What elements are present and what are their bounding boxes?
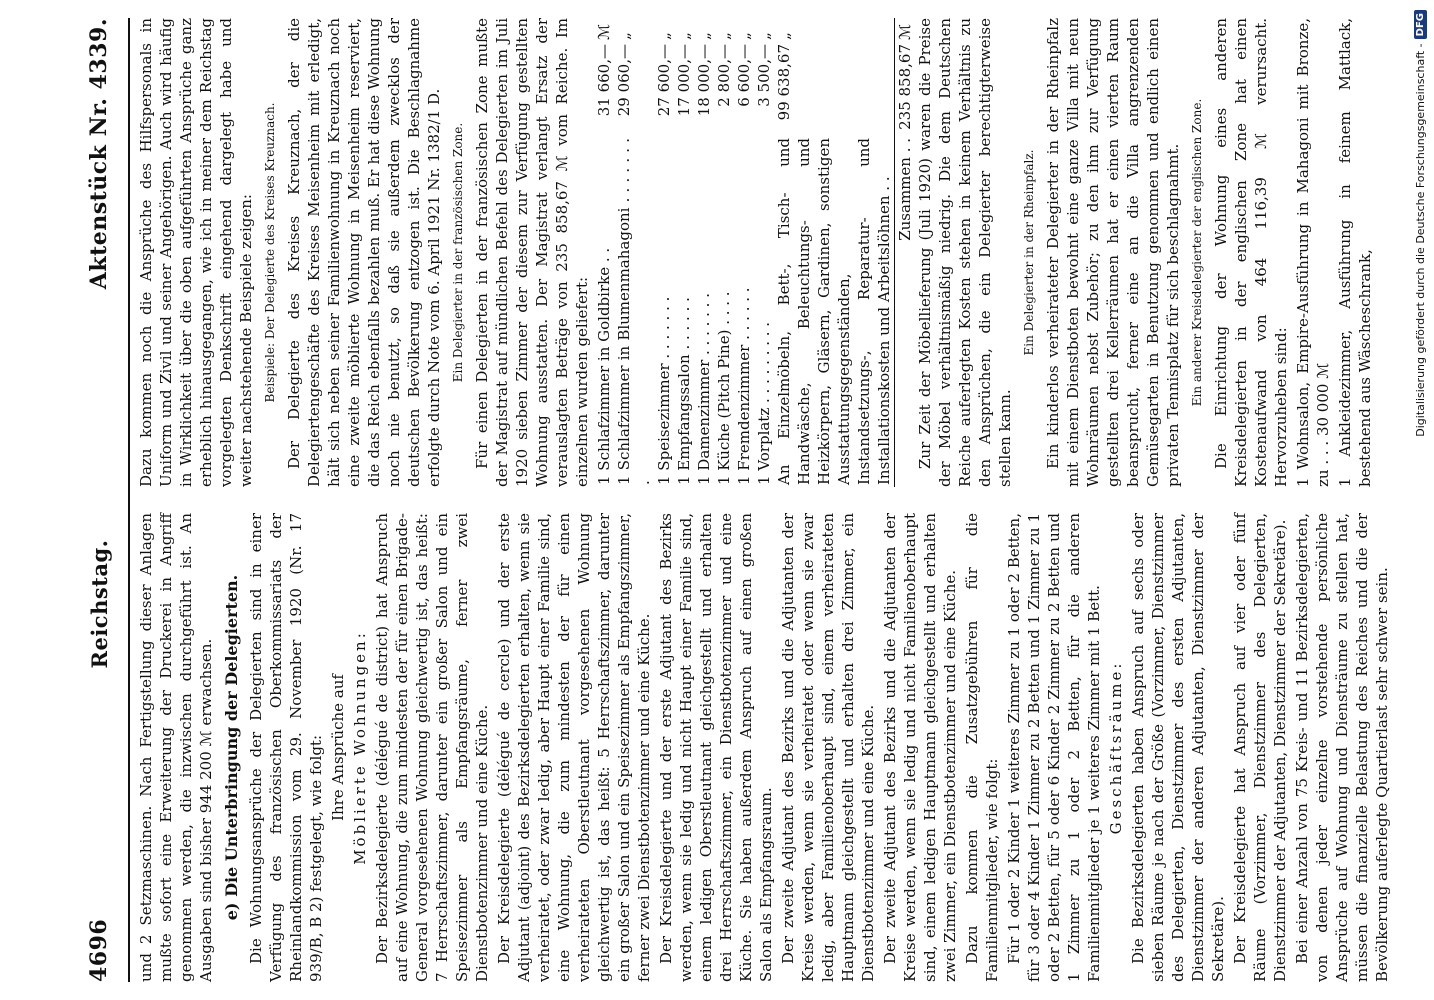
paragraph: Ihre Ansprüche auf <box>329 674 347 821</box>
paragraph: Für einen Delegierten in der französischen Zone mußte der Magistrat auf mündlichen Befehl des Delegierten im Juli 1920 sieben Zimmer der diesem zur Verfügung gestellten Wohnung ausstatten. Der Magistrat verlangt Ersatz der verauslagten Beträge von 235 858,67 ℳ vom Reiche. Im einzelnen wurden geliefert: <box>473 18 591 487</box>
table-cell-label: 1 Empfangssalon . . . . . . <box>675 297 693 485</box>
paragraph: Der Bezirksdelegierte (délégué de district) hat Anspruch auf eine Wohnung, die zum mindesten der für einen Brigade-General vorgesehenen Wohnung gleichwertig ist, das heißt: 7 Herrschaftszimmer, darunter ein großer Salon und ein Speisezimmer als Empfangsräume, ferner zwei Dienstbotenzimmer und eine Küche. <box>373 513 491 982</box>
table-row <box>694 18 714 487</box>
paragraph: Dazu kommen noch die Ansprüche des Hilfspersonals in Uniform und Zivil und seiner Angehörigen. Auch wird häufig in Wirklichkeit über die oben aufgeführten Ansprüche ganz erheblich hinausgegangen, wie ich in meiner dem Reichstag vorgelegten Denkschrift eingehend dargelegt habe und weiter nachstehende Beispiele zeigen: <box>137 18 255 487</box>
paragraph: 1 Wohnsalon, Empire-Ausführung in Mahagoni mit Bronze, zu . . . 30 000 ℳ <box>1294 18 1332 487</box>
table-cell-amount: 31 660,— <box>595 44 613 117</box>
table-row <box>654 18 674 487</box>
table-row <box>674 18 694 487</box>
dfg-logo-icon: DFG <box>1414 10 1427 39</box>
table-row <box>754 18 774 487</box>
paragraph: Dazu kommen die Zusatzgebühren für die Familienmitglieder, wie folgt: <box>963 513 1001 982</box>
table-cell-amount: 29 060,— <box>615 44 633 117</box>
table-cell-unit: „ <box>675 32 693 40</box>
subheading: Möblierte Wohnungen: <box>351 630 369 865</box>
table-cell-label: 1 Damenzimmer . . . . . . . <box>695 293 713 485</box>
column-right <box>136 18 1374 487</box>
table-row <box>734 18 754 487</box>
table-cell-amount: 99 638,67 <box>775 44 793 121</box>
table-row <box>774 18 895 487</box>
total-amount: 235 858,67 <box>895 42 916 136</box>
example-caption: Ein anderer Kreisdelegierter der englischen Zone. <box>1190 98 1204 407</box>
text-columns <box>136 18 1391 982</box>
table-cell-unit: „ <box>715 32 733 40</box>
paragraph: Zur Zeit der Möbellieferung (Juli 1920) waren die Preise der Möbel verhältnismäßig niedrig. Die dem Deutschen Reiche auferlegten Kosten stehen in keinem Verhältnis zu den Ansprüchen, die ein Delegierter berechtigterweise stellen kann. <box>916 18 1014 487</box>
column-left <box>136 513 1391 982</box>
scanned-sheet <box>70 0 1391 1000</box>
total-unit: ℳ <box>895 18 916 42</box>
table-cell-unit: „ <box>755 32 773 40</box>
table-row <box>614 18 654 487</box>
digitization-credit <box>1405 10 1427 990</box>
paragraph: Die Wohnungsansprüche der Delegierten sind in einer Verfügung des französischen Oberkommissariats der Rheinlandkommission vom 29. November 1920 (Nr. 17 939/B, B 2) festgelegt, wie folgt: <box>247 513 325 982</box>
furniture-cost-table <box>594 18 915 487</box>
running-head <box>70 18 130 982</box>
table-total-row <box>895 18 916 487</box>
table-cell-amount: 6 600,— <box>735 44 753 107</box>
table-cell-unit: „ <box>615 32 633 40</box>
table-cell-unit: „ <box>695 32 713 40</box>
example-caption: Ein Delegierter in der französischen Zone. <box>451 122 465 383</box>
credit-text: Digitalisierung gefördert durch die Deutsche Forschungsgemeinschaft - <box>1413 43 1427 437</box>
table-cell-amount: 27 600,— <box>655 44 673 117</box>
table-cell-amount: 2 800,— <box>715 44 733 107</box>
table-cell-label: An Einzelmöbeln, Bett-, Tisch- und Handwäsche, Beleuchtungs- und Heizkörpern, Gläsern, Gardinen, sonstigen Ausstattungsgegenständen, Instandsetzungs-, Reparatur- und Installationskosten und Arbeitslöhnen . . <box>775 138 893 485</box>
table-cell-unit: ℳ <box>595 23 613 40</box>
subheading: Geschäftsräume: <box>1107 660 1125 835</box>
table-cell-unit: „ <box>655 32 673 40</box>
page-number: 4696 <box>86 918 112 982</box>
table-cell-unit: „ <box>775 32 793 40</box>
paragraph: Der Delegierte des Kreises Kreuznach, der die Delegiertengeschäfte des Kreises Meisenheim mit erledigt, hält sich neben seiner Familienwohnung in Kreuznach noch eine zweite möblierte Wohnung in Meisenheim reserviert, die das Reich ebenfalls bezahlen muß. Er hat diese Wohnung noch nie benutzt, so daß sie außerdem zwecklos der deutschen Bevölkerung entzogen ist. Die Beschlagnahme erfolgte durch Note vom 6. April 1921 Nr. 1382/1 D. <box>285 18 443 487</box>
paragraph: Der zweite Adjutant des Bezirks und die Adjutanten der Kreise werden, wenn sie ledig und nicht Familienoberhaupt sind, einem ledigen Hauptmann gleichgestellt und erhalten zwei Zimmer, ein Dienstbotenzimmer und eine Küche. <box>881 513 959 982</box>
header-title-left: Reichstag. <box>86 539 112 669</box>
table-cell-unit: „ <box>735 32 753 40</box>
paragraph: Ein kinderlos verheirateter Delegierter in der Rheinpfalz mit einem Dienstboten bewohnt eine ganze Villa mit neun Wohnräumen nebst Zubehör; zu den ihm zur Verfügung gestellten drei Kellerräumen hat er einen vierten Raum beansprucht, ferner eine an die Villa angrenzenden Gemüsegarten in Benutzung genommen und endlich einen privaten Tennisplatz für sich beschlagnahmt. <box>1044 18 1182 487</box>
table-cell-label: 1 Fremdenzimmer . . . . . . <box>735 287 753 485</box>
table-row <box>594 18 614 487</box>
header-title-right: Aktenstück Nr. 4339. <box>86 18 112 290</box>
paragraph: Der Kreisdelegierte hat Anspruch auf vier oder fünf Räume (Vorzimmer, Dienstzimmer des Delegierten, Dienstzimmer der Adjutanten, Dienstzimmer der Sekretäre). <box>1231 513 1289 982</box>
paragraph: Für 1 oder 2 Kinder 1 weiteres Zimmer zu 1 oder 2 Betten, für 3 oder 4 Kinder 1 Zimmer zu 2 Betten und 1 Zimmer zu 1 oder 2 Betten, für 5 oder 6 Kinder 2 Zimmer zu 2 Betten und 1 Zimmer zu 1 oder 2 Betten, für die anderen Familienmitglieder je 1 weiteres Zimmer mit 1 Bett. <box>1005 513 1103 982</box>
table-cell-label: 1 Schlafzimmer in Blumenmahagoni . . . . . . . . <box>615 138 653 485</box>
table-cell-label: 1 Schlafzimmer in Goldbirke . . <box>595 247 613 485</box>
table-cell-label: 1 Speisezimmer . . . . . . . <box>655 296 673 485</box>
example-caption: Ein Delegierter in der Rheinpfalz. <box>1022 149 1036 356</box>
paragraph: Bei einer Anzahl von 75 Kreis- und 11 Bezirksdelegierten, von denen jeder einzelne vorstehende persönliche Ansprüche auf Wohnung und Diensträume zu stellen hat, müssen die finanzielle Belastung des Reiches und die der Bevölkerung auferlegte Quartierlast sehr schwer sein. <box>1293 513 1391 982</box>
table-cell-label: 1 Vorplatz . . . . . . . . . <box>755 321 773 485</box>
table-row <box>714 18 734 487</box>
table-cell-amount: 17 000,— <box>675 44 693 117</box>
table-cell-label: 1 Küche (Pitch Pine) . . . . <box>715 291 733 485</box>
total-label: Zusammen . . <box>895 136 916 487</box>
table-cell-amount: 18 000,— <box>695 44 713 117</box>
section-heading: e) Die Unterbringung der Delegierten. <box>222 574 241 921</box>
paragraph: Der zweite Adjutant des Bezirks und die Adjutanten der Kreise werden, wenn sie verheiratet oder wenn sie zwar ledig, aber Familienoberhaupt sind, einem verheirateten Hauptmann gleichgestellt und erhalten drei Zimmer, ein Dienstbotenzimmer und eine Küche. <box>779 513 877 982</box>
paragraph: 1 Ankleidezimmer, Ausführung in feinem Mattlack, bestehend aus Wäscheschrank, <box>1336 18 1374 487</box>
paragraph: und 2 Setzmaschinen. Nach Fertigstellung dieser Anlagen mußte sofort eine Erweiterung der Druckerei in Angriff genommen werden, die inzwischen durchgeführt ist. An Ausgaben sind bisher 944 200 ℳ erwachsen. <box>137 513 215 982</box>
example-caption: Beispiele: Der Delegierte des Kreises Kreuznach. <box>263 102 277 403</box>
table-cell-amount: 3 500,— <box>755 44 773 107</box>
paragraph: Der Kreisdelegierte (délégué de cercle) und der erste Adjutant (adjoint) des Bezirksdelegierten erhalten, wenn sie verheiratet, oder zwar ledig, aber Haupt einer Familie sind, eine Wohnung, die zum mindesten der für einen verheirateten Oberstleutnant vorgesehenen Wohnung gleichwertig ist, das heißt: 5 Herrschaftszimmer, darunter ein großer Salon und ein Speisezimmer als Empfangszimmer, ferner zwei Dienstbotenzimmer und eine Küche. <box>495 513 653 982</box>
paragraph: Der Kreisdelegierte und der erste Adjutant des Bezirks werden, wenn sie ledig und nicht Haupt einer Familie sind, einem ledigen Oberstleutnant gleichgestellt und erhalten drei Herrschaftszimmer, ein Dienstbotenzimmer und eine Küche. Sie haben außerdem Anspruch auf einen großen Salon als Empfangsraum. <box>657 513 775 982</box>
paragraph: Die Bezirksdelegierten haben Anspruch auf sechs oder sieben Räume je nach der Größe (Vorzimmer, Dienstzimmer des Delegierten, Dienstzimmer des ersten Adjutanten, Dienstzimmer der anderen Adjutanten, Dienstzimmer der Sekretäre). <box>1129 513 1227 982</box>
paragraph: Die Einrichtung der Wohnung eines anderen Kreisdelegierten in der englischen Zone hat einen Kostenaufwand von 464 116,39 ℳ verursacht. Hervorzuheben sind: <box>1212 18 1290 487</box>
